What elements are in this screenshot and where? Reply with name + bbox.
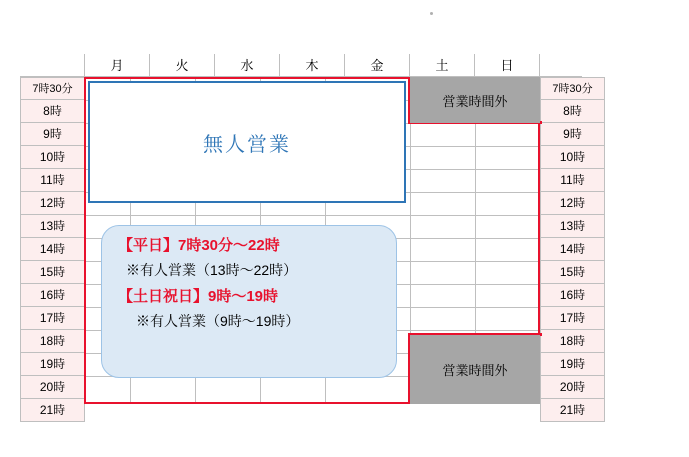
- time-label: 15時: [540, 261, 605, 284]
- time-label: 7時30分: [540, 77, 605, 100]
- time-label: 14時: [540, 238, 605, 261]
- header-day-fri: 金: [345, 54, 410, 77]
- time-label: 10時: [540, 146, 605, 169]
- time-label: 7時30分: [20, 77, 85, 100]
- time-label: 18時: [540, 330, 605, 353]
- gridline-h-6: [85, 215, 540, 216]
- closed-label: 営業時間外: [442, 363, 508, 378]
- time-label: 9時: [20, 123, 85, 146]
- time-label: 10時: [20, 146, 85, 169]
- time-label: 12時: [20, 192, 85, 215]
- unmanned-operation-box: [88, 81, 406, 203]
- weekday-hours-text: 【平日】7時30分〜22時: [118, 237, 280, 254]
- time-label: 16時: [20, 284, 85, 307]
- weekend-hours-text: 【土日祝日】9時〜19時: [118, 288, 279, 305]
- time-label: 18時: [20, 330, 85, 353]
- time-label: 8時: [20, 100, 85, 123]
- time-label: 15時: [20, 261, 85, 284]
- closed-block-bottom: [410, 335, 540, 404]
- weekday-staffed-text: ※有人営業（13時〜22時）: [126, 262, 298, 278]
- time-label: 20時: [20, 376, 85, 399]
- unmanned-label: 無人営業: [203, 133, 291, 156]
- time-label: 21時: [540, 399, 605, 422]
- time-label: 19時: [20, 353, 85, 376]
- header-corner-right: [540, 54, 582, 77]
- header-corner-left: [20, 54, 85, 77]
- time-label: 21時: [20, 399, 85, 422]
- time-label: 11時: [540, 169, 605, 192]
- time-label: 14時: [20, 238, 85, 261]
- header-day-thu: 木: [280, 54, 345, 77]
- time-label: 13時: [540, 215, 605, 238]
- header-day-tue: 火: [150, 54, 215, 77]
- header-day-sun: 日: [475, 54, 540, 77]
- time-label: 17時: [20, 307, 85, 330]
- weekend-staffed-text: ※有人営業（9時〜19時）: [136, 313, 300, 329]
- header-day-sat: 土: [410, 54, 475, 77]
- hours-info-panel: [101, 225, 397, 378]
- time-label: 20時: [540, 376, 605, 399]
- time-label: 19時: [540, 353, 605, 376]
- header-day-wed: 水: [215, 54, 280, 77]
- weekday-header-row: [20, 54, 582, 77]
- time-column-right: [540, 77, 605, 422]
- time-label: 9時: [540, 123, 605, 146]
- time-label: 12時: [540, 192, 605, 215]
- time-label: 8時: [540, 100, 605, 123]
- closed-block-top: [410, 77, 540, 123]
- time-column-left: [20, 77, 85, 422]
- stray-dot: [430, 12, 433, 15]
- time-label: 16時: [540, 284, 605, 307]
- closed-label: 営業時間外: [442, 93, 508, 109]
- time-label: 13時: [20, 215, 85, 238]
- header-day-mon: 月: [85, 54, 150, 77]
- time-label: 11時: [20, 169, 85, 192]
- time-label: 17時: [540, 307, 605, 330]
